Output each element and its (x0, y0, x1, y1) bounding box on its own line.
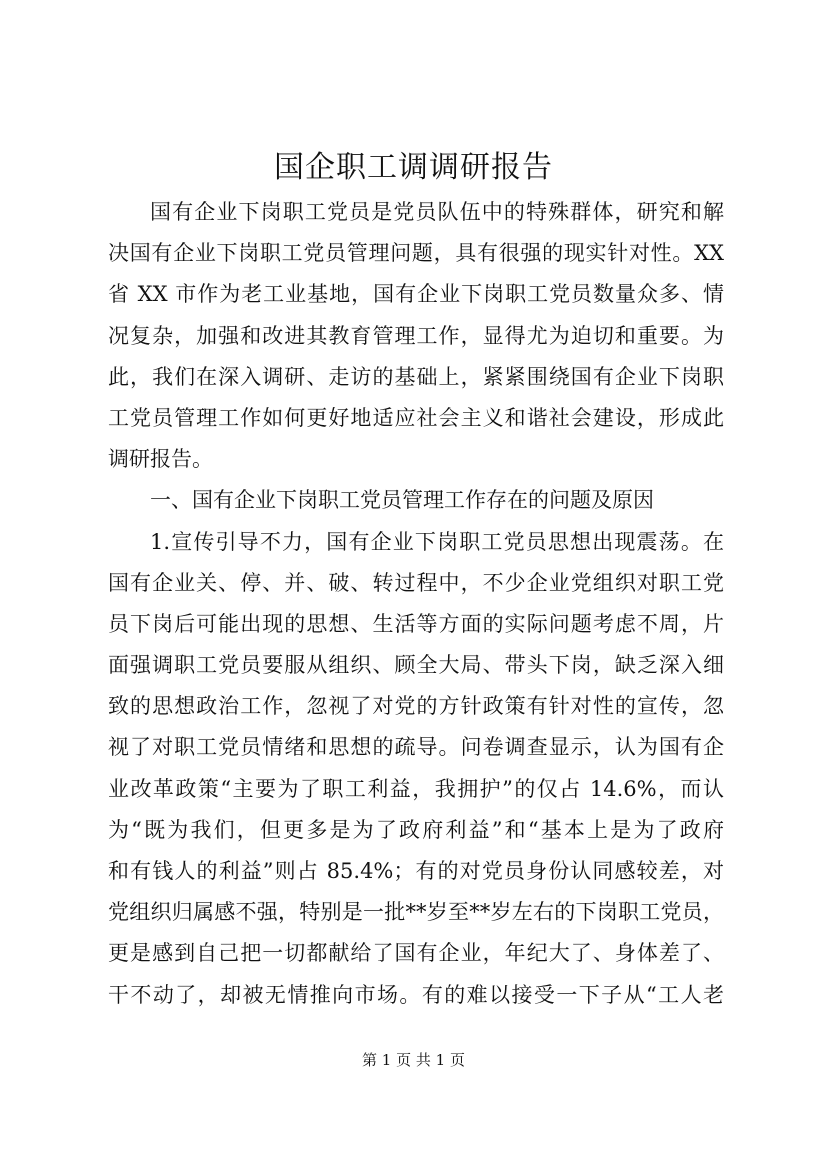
document-title: 国企职工调调研报告 (274, 150, 553, 185)
body-line: 省 XX 市作为老工业基地，国有企业下岗职工党员数量众多、情 (108, 282, 724, 307)
body-line: 此，我们在深入调研、走访的基础上，紧紧围绕国有企业下岗职 (108, 364, 724, 389)
body-line: 和有钱人的利益”则占 85.4%；有的对党员身份认同感较差，对 (108, 859, 724, 883)
body-line: 视了对职工党员情绪和思想的疏导。问卷调查显示，认为国有企 (108, 735, 724, 760)
body-line: 工党员管理工作如何更好地适应社会主义和谐社会建设，形成此 (108, 405, 724, 430)
body-line: 国有企业关、停、并、破、转过程中，不少企业党组织对职工党 (108, 570, 724, 595)
body-line: 更是感到自己把一切都献给了国有企业，年纪大了、身体差了、 (108, 941, 724, 966)
body-line: 调研报告。 (108, 447, 213, 472)
document-body (108, 192, 724, 1016)
body-line: 业改革政策“主要为了职工利益，我拥护”的仅占 14.6%，而认 (108, 776, 724, 801)
body-line: 党组织归属感不强，特别是一批**岁至**岁左右的下岗职工党员， (108, 900, 724, 925)
page-number: 第 1 页 共 1 页 (362, 1051, 465, 1069)
section-heading: 一、国有企业下岗职工党员管理工作存在的问题及原因 (150, 488, 654, 513)
body-line: 员下岗后可能出现的思想、生活等方面的实际问题考虑不周，片 (108, 611, 724, 636)
body-line: 况复杂，加强和改进其教育管理工作，显得尤为迫切和重要。为 (108, 323, 724, 348)
body-line: 国有企业下岗职工党员是党员队伍中的特殊群体，研究和解 (150, 200, 724, 224)
body-line: 干不动了，却被无情推向市场。有的难以接受一下子从“工人老 (108, 982, 724, 1007)
body-line: 为“既为我们，但更多是为了政府利益”和“基本上是为了政府 (108, 817, 724, 842)
body-line: 决国有企业下岗职工党员管理问题，具有很强的现实针对性。XX (108, 241, 724, 266)
body-line: 面强调职工党员要服从组织、顾全大局、带头下岗，缺乏深入细 (108, 653, 724, 678)
body-line: 致的思想政治工作，忽视了对党的方针政策有针对性的宣传，忽 (108, 694, 724, 719)
body-line: 1.宣传引导不力，国有企业下岗职工党员思想出现震荡。在 (150, 529, 724, 554)
